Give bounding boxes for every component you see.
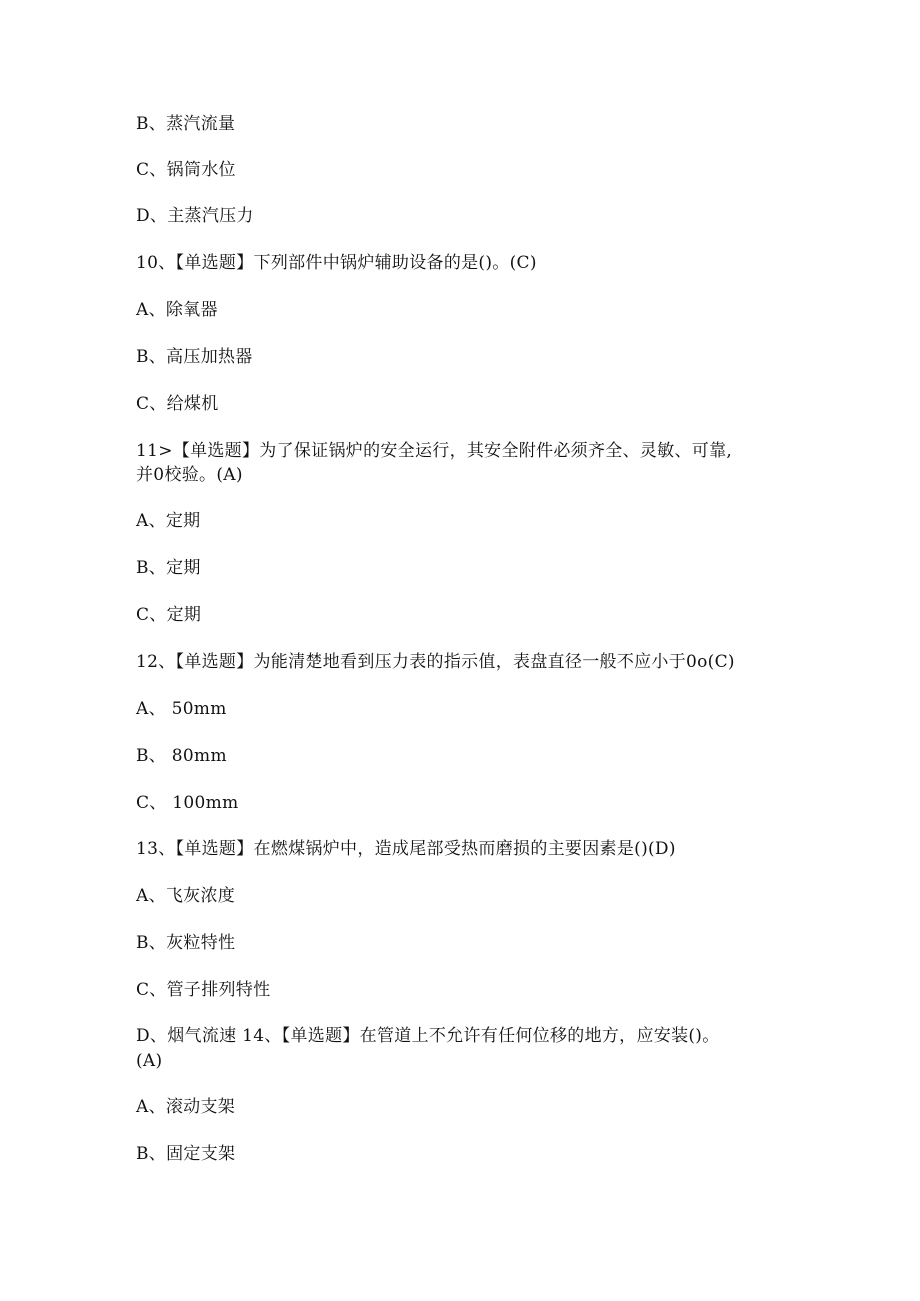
option-c-q10: C、给煤机: [136, 394, 219, 414]
option-c-q11: C、定期: [136, 605, 202, 625]
option-c-q12: C、 100mm: [136, 793, 239, 813]
option-d-q9: D、主蒸汽压力: [136, 206, 254, 226]
option-b-q13: B、灰粒特性: [136, 933, 236, 953]
option-b-q12: B、 80mm: [136, 746, 227, 766]
option-a-q11: A、定期: [136, 511, 201, 531]
question-11-line-2: 并0校验。(A): [136, 465, 243, 485]
question-11-line-1: 11>【单选题】为了保证锅炉的安全运行，其安全附件必须齐全、灵敏、可靠,: [136, 441, 733, 461]
option-c-q9: C、锅筒水位: [136, 160, 236, 180]
question-10: 10、【单选题】下列部件中锅炉辅助设备的是()。(C): [136, 253, 537, 273]
option-b-q9: B、蒸汽流量: [136, 114, 236, 134]
option-a-q10: A、除氧器: [136, 300, 218, 320]
option-b-q14: B、固定支架: [136, 1144, 236, 1164]
option-a-q13: A、飞灰浓度: [136, 886, 236, 906]
option-d-q13-question-14: D、烟气流速 14、【单选题】在管道上不允许有任何位移的地方，应安装()。: [136, 1026, 720, 1046]
option-a-q14: A、滚动支架: [136, 1097, 236, 1117]
option-b-q10: B、高压加热器: [136, 347, 253, 367]
option-a-q12: A、 50mm: [136, 699, 227, 719]
option-c-q13: C、管子排列特性: [136, 980, 271, 1000]
option-b-q11: B、定期: [136, 558, 201, 578]
question-12: 12、【单选题】为能清楚地看到压力表的指示值，表盘直径一般不应小于0o(C): [136, 652, 735, 672]
question-13: 13、【单选题】在燃煤锅炉中，造成尾部受热而磨损的主要因素是()(D): [136, 839, 676, 859]
question-14-answer: (A): [136, 1051, 163, 1071]
